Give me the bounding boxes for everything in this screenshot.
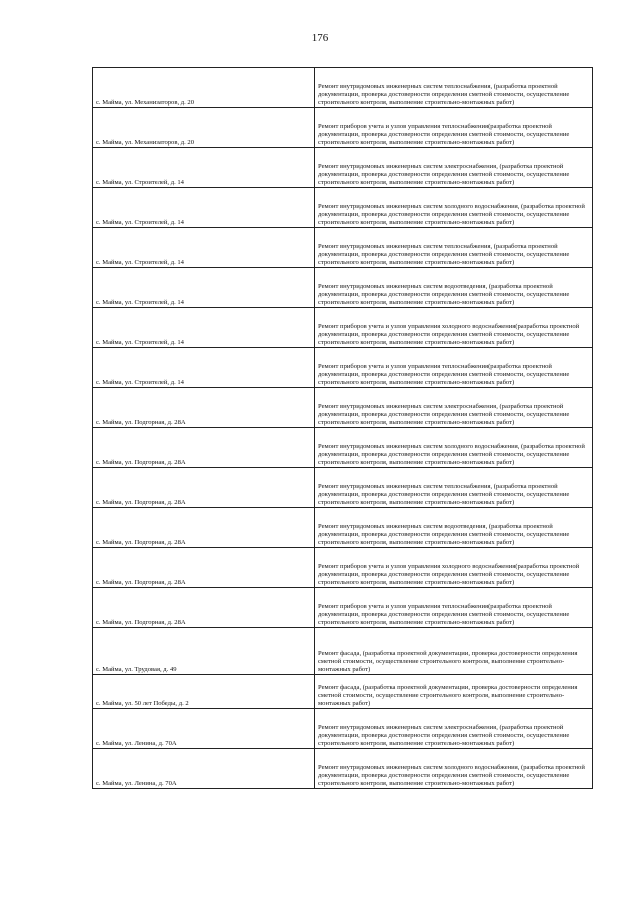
table-row: [93, 548, 593, 588]
address-cell: с. Майма, ул. Механизаторов, д. 20: [93, 108, 315, 148]
work-description-cell: Ремонт приборов учета и узлов управления холодного водоснабжения(разработка проектной документации, проверка достоверности определения сметной стоимости, осуществление строительного контроля, выполнение строительно-монтажных работ): [315, 308, 593, 348]
table-row: [93, 108, 593, 148]
work-description-cell: Ремонт приборов учета и узлов управления теплоснабжения(разработка проектной документации, проверка достоверности определения сметной стоимости, осуществление строительного контроля, выполнение строительно-монтажных работ): [315, 348, 593, 388]
address-cell: с. Майма, ул. Строителей, д. 14: [93, 348, 315, 388]
table-row: [93, 709, 593, 749]
table-row: [93, 468, 593, 508]
table-row: [93, 188, 593, 228]
address-cell: с. Майма, ул. Ленина, д. 70А: [93, 749, 315, 789]
table-row: [93, 388, 593, 428]
work-description-cell: Ремонт приборов учета и узлов управления холодного водоснабжения(разработка проектной документации, проверка достоверности определения сметной стоимости, осуществление строительного контроля, выполнение строительно-монтажных работ): [315, 548, 593, 588]
works-table-body: [93, 68, 593, 789]
work-description-cell: Ремонт внутридомовых инженерных систем электроснабжения, (разработка проектной документации, проверка достоверности определения сметной стоимости, осуществление строительного контроля, выполнение строительно-монтажных работ): [315, 709, 593, 749]
address-cell: с. Майма, ул. Подгорная, д. 28А: [93, 548, 315, 588]
table-row: [93, 68, 593, 108]
work-description-cell: Ремонт внутридомовых инженерных систем холодного водоснабжения, (разработка проектной документации, проверка достоверности определения сметной стоимости, осуществление строительного контроля, выполнение строительно-монтажных работ): [315, 749, 593, 789]
table-row: [93, 749, 593, 789]
address-cell: с. Майма, ул. Строителей, д. 14: [93, 148, 315, 188]
address-cell: с. Майма, ул. Строителей, д. 14: [93, 268, 315, 308]
work-description-cell: Ремонт внутридомовых инженерных систем теплоснабжения, (разработка проектной документации, проверка достоверности определения сметной стоимости, осуществление строительного контроля, выполнение строительно-монтажных работ): [315, 68, 593, 108]
work-description-cell: Ремонт внутридомовых инженерных систем электроснабжения, (разработка проектной документации, проверка достоверности определения сметной стоимости, осуществление строительного контроля, выполнение строительно-монтажных работ): [315, 388, 593, 428]
address-cell: с. Майма, ул. Строителей, д. 14: [93, 308, 315, 348]
address-cell: с. Майма, ул. Строителей, д. 14: [93, 228, 315, 268]
address-cell: с. Майма, ул. Подгорная, д. 28А: [93, 508, 315, 548]
work-description-cell: Ремонт приборов учета и узлов управления теплоснабжения(разработка проектной документации, проверка достоверности определения сметной стоимости, осуществление строительного контроля, выполнение строительно-монтажных работ): [315, 588, 593, 628]
table-row: [93, 228, 593, 268]
work-description-cell: Ремонт приборов учета и узлов управления теплоснабжения(разработка проектной документации, проверка достоверности определения сметной стоимости, осуществление строительного контроля, выполнение строительно-монтажных работ): [315, 108, 593, 148]
table-row: [93, 308, 593, 348]
table-row: [93, 348, 593, 388]
work-description-cell: Ремонт внутридомовых инженерных систем теплоснабжения, (разработка проектной документации, проверка достоверности определения сметной стоимости, осуществление строительного контроля, выполнение строительно-монтажных работ): [315, 468, 593, 508]
table-row: [93, 508, 593, 548]
address-cell: с. Майма, ул. Механизаторов, д. 20: [93, 68, 315, 108]
work-description-cell: Ремонт фасада, (разработка проектной документации, проверка достоверности определения сметной стоимости, осуществление строительного контроля, выполнение строительно-монтажных работ): [315, 675, 593, 709]
work-description-cell: Ремонт фасада, (разработка проектной документации, проверка достоверности определения сметной стоимости, осуществление строительного контроля, выполнение строительно-монтажных работ): [315, 628, 593, 675]
page-number: 176: [311, 32, 329, 44]
table-row: [93, 268, 593, 308]
work-description-cell: Ремонт внутридомовых инженерных систем электроснабжения, (разработка проектной документации, проверка достоверности определения сметной стоимости, осуществление строительного контроля, выполнение строительно-монтажных работ): [315, 148, 593, 188]
table-row: [93, 628, 593, 675]
address-cell: с. Майма, ул. Трудовая, д. 49: [93, 628, 315, 675]
address-cell: с. Майма, ул. Подгорная, д. 28А: [93, 588, 315, 628]
address-cell: с. Майма, ул. Строителей, д. 14: [93, 188, 315, 228]
address-cell: с. Майма, ул. Подгорная, д. 28А: [93, 388, 315, 428]
address-cell: с. Майма, ул. 50 лет Победы, д. 2: [93, 675, 315, 709]
table-row: [93, 148, 593, 188]
table-row: [93, 588, 593, 628]
work-description-cell: Ремонт внутридомовых инженерных систем водоотведения, (разработка проектной документации, проверка достоверности определения сметной стоимости, осуществление строительного контроля, выполнение строительно-монтажных работ): [315, 268, 593, 308]
address-cell: с. Майма, ул. Подгорная, д. 28А: [93, 428, 315, 468]
table-row: [93, 675, 593, 709]
table-row: [93, 428, 593, 468]
address-cell: с. Майма, ул. Подгорная, д. 28А: [93, 468, 315, 508]
work-description-cell: Ремонт внутридомовых инженерных систем холодного водоснабжения, (разработка проектной документации, проверка достоверности определения сметной стоимости, осуществление строительного контроля, выполнение строительно-монтажных работ): [315, 428, 593, 468]
work-description-cell: Ремонт внутридомовых инженерных систем теплоснабжения, (разработка проектной документации, проверка достоверности определения сметной стоимости, осуществление строительного контроля, выполнение строительно-монтажных работ): [315, 228, 593, 268]
works-table: [92, 67, 593, 789]
work-description-cell: Ремонт внутридомовых инженерных систем водоотведения, (разработка проектной документации, проверка достоверности определения сметной стоимости, осуществление строительного контроля, выполнение строительно-монтажных работ): [315, 508, 593, 548]
work-description-cell: Ремонт внутридомовых инженерных систем холодного водоснабжения, (разработка проектной документации, проверка достоверности определения сметной стоимости, осуществление строительного контроля, выполнение строительно-монтажных работ): [315, 188, 593, 228]
address-cell: с. Майма, ул. Ленина, д. 70А: [93, 709, 315, 749]
